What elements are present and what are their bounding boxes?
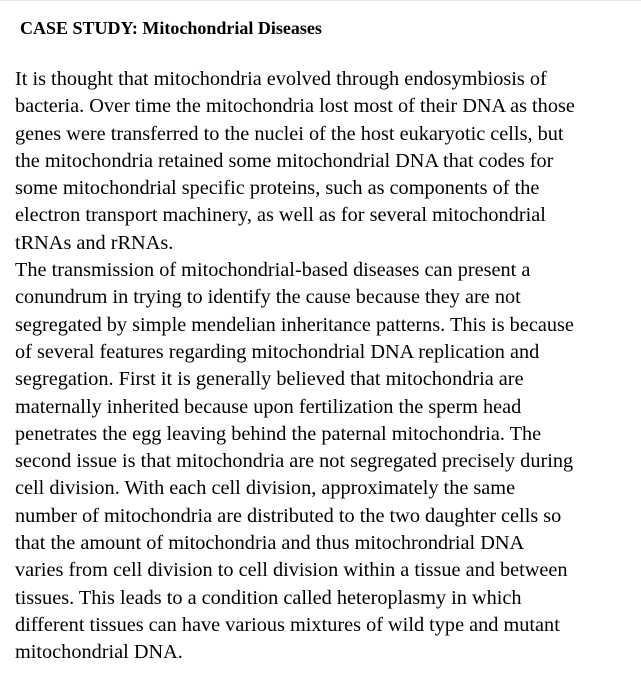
text-line: The transmission of mitochondrial-based diseases can present a bbox=[15, 259, 531, 282]
text-line: varies from cell division to cell division within a tissue and between bbox=[15, 559, 568, 582]
text-line: maternally inherited because upon fertilization the sperm head bbox=[15, 395, 522, 418]
text-line: number of mitochondria are distributed to the two daughter cells so bbox=[15, 504, 562, 527]
page-title: CASE STUDY: Mitochondrial Diseases bbox=[20, 18, 322, 38]
text-line: the mitochondria retained some mitochondrial DNA that codes for bbox=[15, 149, 554, 172]
text-line: segregated by simple mendelian inheritance patterns. This is because bbox=[15, 313, 574, 336]
text-line: second issue is that mitochondria are not segregated precisely during bbox=[15, 450, 574, 473]
text-line: genes were transferred to the nuclei of the host eukaryotic cells, but bbox=[15, 122, 564, 145]
text-line: of several features regarding mitochondrial DNA replication and bbox=[15, 340, 540, 363]
text-line: that the amount of mitochondria and thus mitochrondrial DNA bbox=[15, 532, 525, 555]
text-line: cell division. With each cell division, approximately the same bbox=[15, 477, 516, 500]
text-line: conundrum in trying to identify the cause because they are not bbox=[15, 286, 521, 309]
body-text bbox=[15, 66, 640, 667]
text-line: It is thought that mitochondria evolved through endosymbiosis of bbox=[15, 68, 547, 90]
text-line: bacteria. Over time the mitochondria lost most of their DNA as those bbox=[15, 95, 575, 118]
text-line: mitochondrial DNA. bbox=[15, 641, 183, 664]
text-line: tRNAs and rRNAs. bbox=[15, 231, 174, 254]
text-line: some mitochondrial specific proteins, such as components of the bbox=[15, 177, 540, 200]
text-line: segregation. First it is generally believed that mitochondria are bbox=[15, 368, 524, 391]
text-line: different tissues can have various mixtures of wild type and mutant bbox=[15, 613, 560, 636]
text-line: electron transport machinery, as well as for several mitochondrial bbox=[15, 204, 546, 227]
text-line: penetrates the egg leaving behind the paternal mitochondria. The bbox=[15, 422, 542, 445]
text-line: tissues. This leads to a condition called heteroplasmy in which bbox=[15, 586, 522, 609]
